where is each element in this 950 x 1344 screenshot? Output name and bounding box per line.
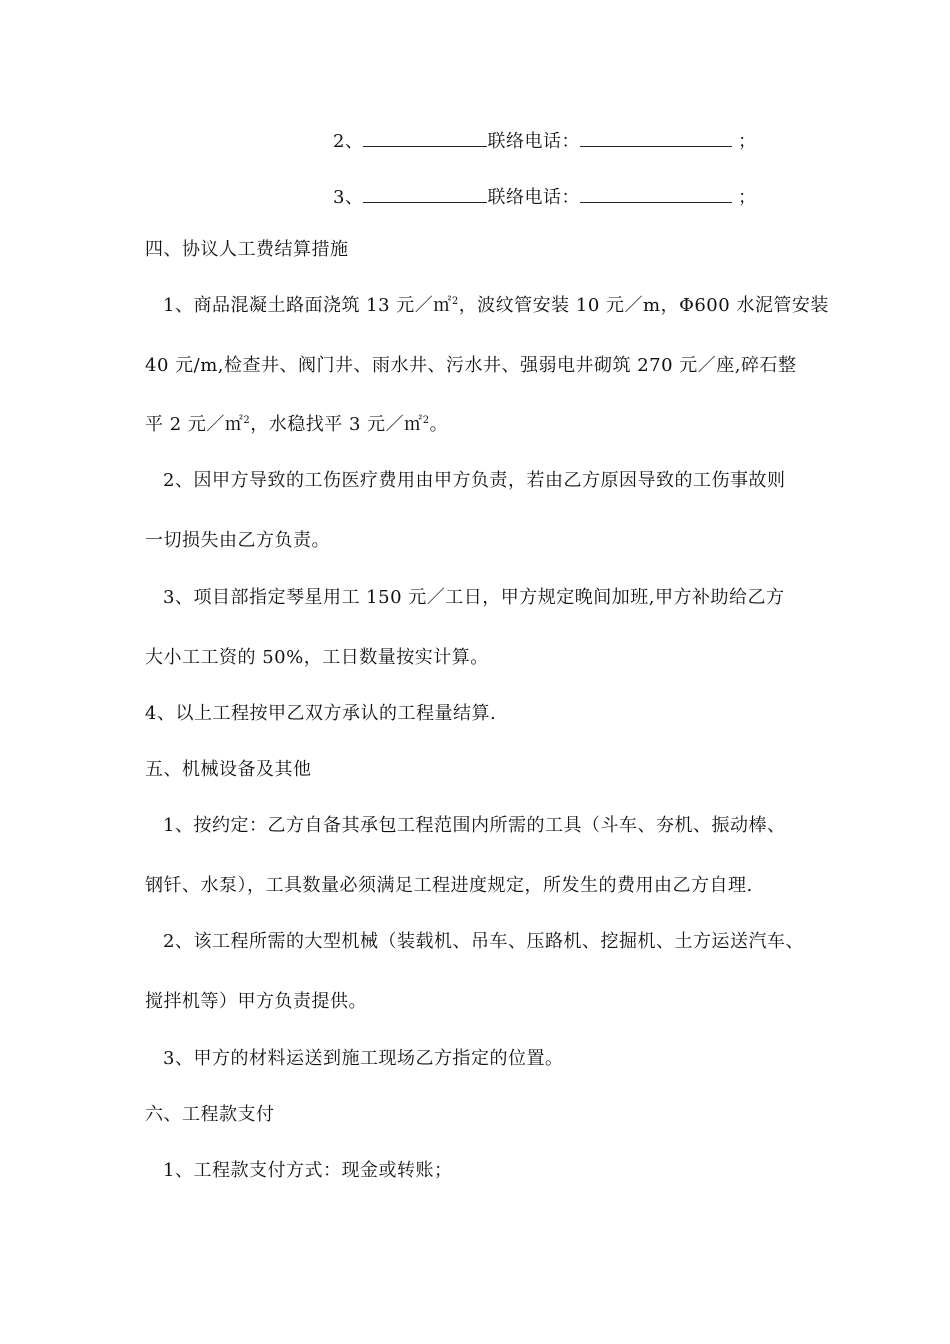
- section-5-item-1-line-2: 钢钎、水泵），工具数量必须满足工程进度规定，所发生的费用由乙方自理.: [145, 875, 753, 896]
- section-4-item-1-line-2: 40 元/m,检查井、阀门井、雨水井、污水井、强弱电井砌筑 270 元／座,碎石整: [145, 355, 797, 376]
- section-6-item-1: 1、工程款支付方式：现金或转账；: [163, 1160, 453, 1181]
- text: ，波纹管安装 10 元／m，Φ600 水泥管安装: [458, 295, 829, 316]
- section-5-item-2-line-2: 搅拌机等）甲方负责提供。: [145, 991, 367, 1012]
- contact-line-3: [333, 184, 756, 210]
- section-5-item-1-line-1: 1、按约定：乙方自备其承包工程范围内所需的工具（斗车、夯机、振动棒、: [163, 815, 786, 836]
- section-5-heading: 五、机械设备及其他: [145, 759, 312, 780]
- contact-number: 3、: [333, 187, 364, 208]
- section-4-item-4: 4、以上工程按甲乙双方承认的工程量结算.: [145, 703, 497, 724]
- superscript: 2: [422, 415, 430, 426]
- text: ，水稳找平 3 元／㎡: [250, 414, 423, 435]
- contact-label: 联络电话：: [487, 187, 580, 208]
- contact-end: ；: [737, 131, 757, 152]
- section-4-item-2-line-1: 2、因甲方导致的工伤医疗费用由甲方负责，若由乙方原因导致的工伤事故则: [163, 470, 786, 491]
- section-5-item-2-line-1: 2、该工程所需的大型机械（装载机、吊车、压路机、挖掘机、土方运送汽车、: [163, 931, 804, 952]
- section-4-item-2-line-2: 一切损失由乙方负责。: [145, 530, 330, 551]
- name-blank: [363, 184, 487, 203]
- text: 平 2 元／㎡: [145, 414, 244, 435]
- text: 1、商品混凝土路面浇筑 13 元／㎡: [163, 295, 452, 316]
- contact-number: 2、: [333, 131, 364, 152]
- section-4-item-3-line-2: 大小工工资的 50%，工日数量按实计算。: [145, 647, 489, 668]
- contact-line-2: [333, 128, 756, 154]
- section-4-item-1-line-3: [145, 413, 448, 437]
- superscript: 2: [451, 296, 459, 307]
- contact-end: ；: [737, 187, 757, 208]
- section-6-heading: 六、工程款支付: [145, 1104, 275, 1125]
- section-4-item-3-line-1: 3、项目部指定琴星用工 150 元／工日，甲方规定晚间加班,甲方补助给乙方: [163, 587, 785, 608]
- section-5-item-3: 3、甲方的材料运送到施工现场乙方指定的位置。: [163, 1048, 564, 1069]
- contact-label: 联络电话：: [487, 131, 580, 152]
- section-4-heading: 四、协议人工费结算措施: [145, 239, 349, 260]
- superscript: 2: [243, 415, 251, 426]
- phone-blank: [580, 184, 732, 203]
- text: 。: [429, 414, 449, 435]
- section-4-item-1-line-1: [163, 294, 829, 318]
- phone-blank: [580, 128, 732, 147]
- name-blank: [363, 128, 487, 147]
